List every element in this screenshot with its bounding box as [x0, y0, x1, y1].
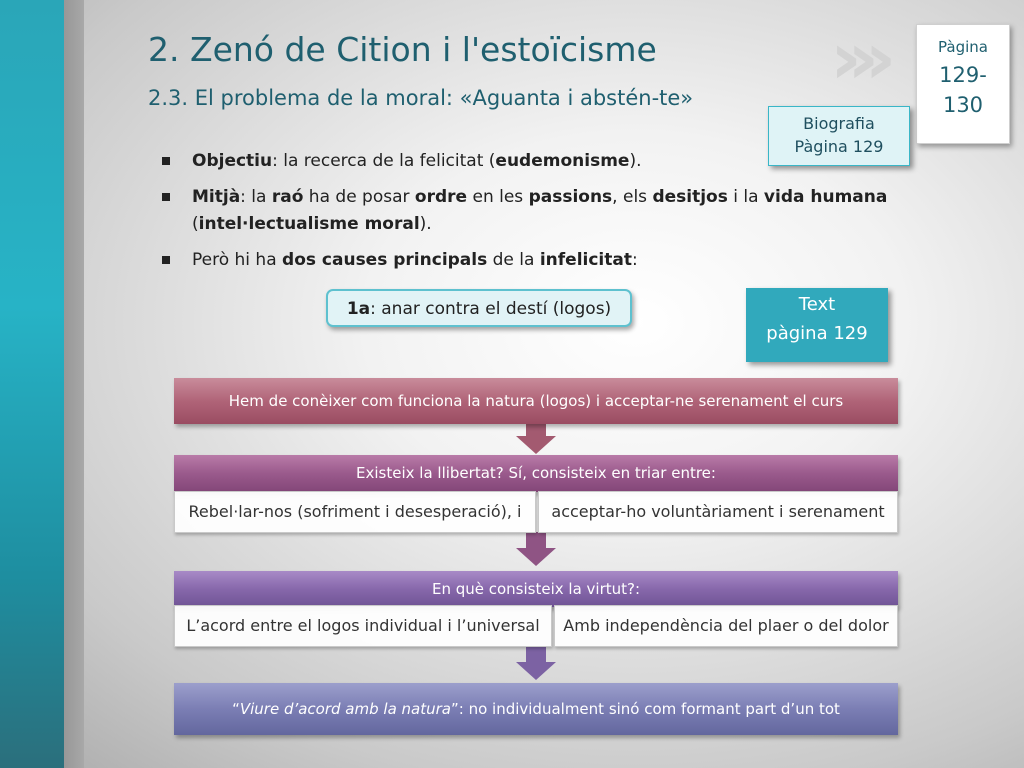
slide-subtitle: 2.3. El problema de la moral: «Aguanta i abstén-te» — [148, 86, 694, 110]
flow-step-3: En què consisteix la virtut?: — [174, 571, 898, 607]
flow-step-4-italic: Viure d’acord amb la natura — [239, 700, 451, 718]
bullet-text: , els — [612, 187, 653, 207]
flow-step-4-quote: “ — [232, 700, 240, 718]
bold-term: desitjos — [652, 187, 728, 207]
page-ref-line1: 129- — [939, 63, 987, 87]
flow-step-2-left-option: Rebel·lar-nos (sofriment i desesperació), i — [174, 491, 536, 533]
flow-arrow-2 — [516, 532, 556, 566]
flow-arrow-3 — [516, 646, 556, 680]
bullet-text: ( — [192, 214, 199, 234]
bullet-text: ). — [419, 214, 432, 234]
flow-step-3-left-box: L’acord entre el logos individual i l’universal — [174, 605, 552, 647]
first-cause-text: : anar contra el destí (logos) — [370, 299, 612, 319]
first-cause-label: 1a — [346, 299, 371, 319]
bold-term: vida humana — [763, 187, 888, 207]
page-reference-label: Pàgina — [938, 38, 988, 56]
bullet-text: : la recerca de la felicitat ( — [272, 151, 496, 171]
bullet-text: : la — [240, 187, 272, 207]
flow-step-2: Existeix la llibertat? Sí, consisteix en triar entre: — [174, 455, 898, 492]
text-ref-line2: pàgina 129 — [766, 323, 868, 344]
page-ref-line2: 130 — [942, 93, 984, 117]
slide-title: 2. Zenó de Cition i l'estoïcisme — [148, 30, 657, 69]
biography-line1: Biografia — [803, 114, 875, 133]
bullet-text: ha de posar — [303, 187, 415, 207]
bullet-text: ). — [629, 151, 642, 171]
bold-term: intel·lectualisme moral — [198, 214, 420, 234]
flow-step-4-text: ”: no individualment sinó com formant part d’un tot — [450, 700, 840, 718]
bold-term: ordre — [414, 187, 468, 207]
bold-term: infelicitat — [539, 250, 632, 270]
flow-step-3-right-box: Amb independència del plaer o del dolor — [554, 605, 898, 647]
biography-line2: Pàgina 129 — [794, 137, 884, 156]
chevrons-decoration-icon: ››› — [829, 16, 882, 100]
bold-term: raó — [271, 187, 304, 207]
bullet-text: i la — [727, 187, 764, 207]
flow-arrow-1 — [516, 422, 556, 454]
flow-step-4 — [174, 683, 898, 735]
bullet-text: en les — [467, 187, 529, 207]
bullet-text: de la — [487, 250, 540, 270]
bullet-text: Però hi ha — [192, 250, 283, 270]
bold-term: dos causes principals — [282, 250, 488, 270]
flow-step-1: Hem de conèixer com funciona la natura (logos) i acceptar-ne serenament el curs — [174, 378, 898, 424]
bold-term: passions — [528, 187, 613, 207]
bold-term: eudemonisme — [495, 151, 630, 171]
bullet-text: : — [631, 250, 638, 270]
flow-step-2-right-option: acceptar-ho voluntàriament i serenament — [538, 491, 898, 533]
bold-term: Objectiu — [192, 151, 273, 171]
bold-term: Mitjà — [192, 187, 241, 207]
text-ref-line1: Text — [798, 294, 836, 315]
